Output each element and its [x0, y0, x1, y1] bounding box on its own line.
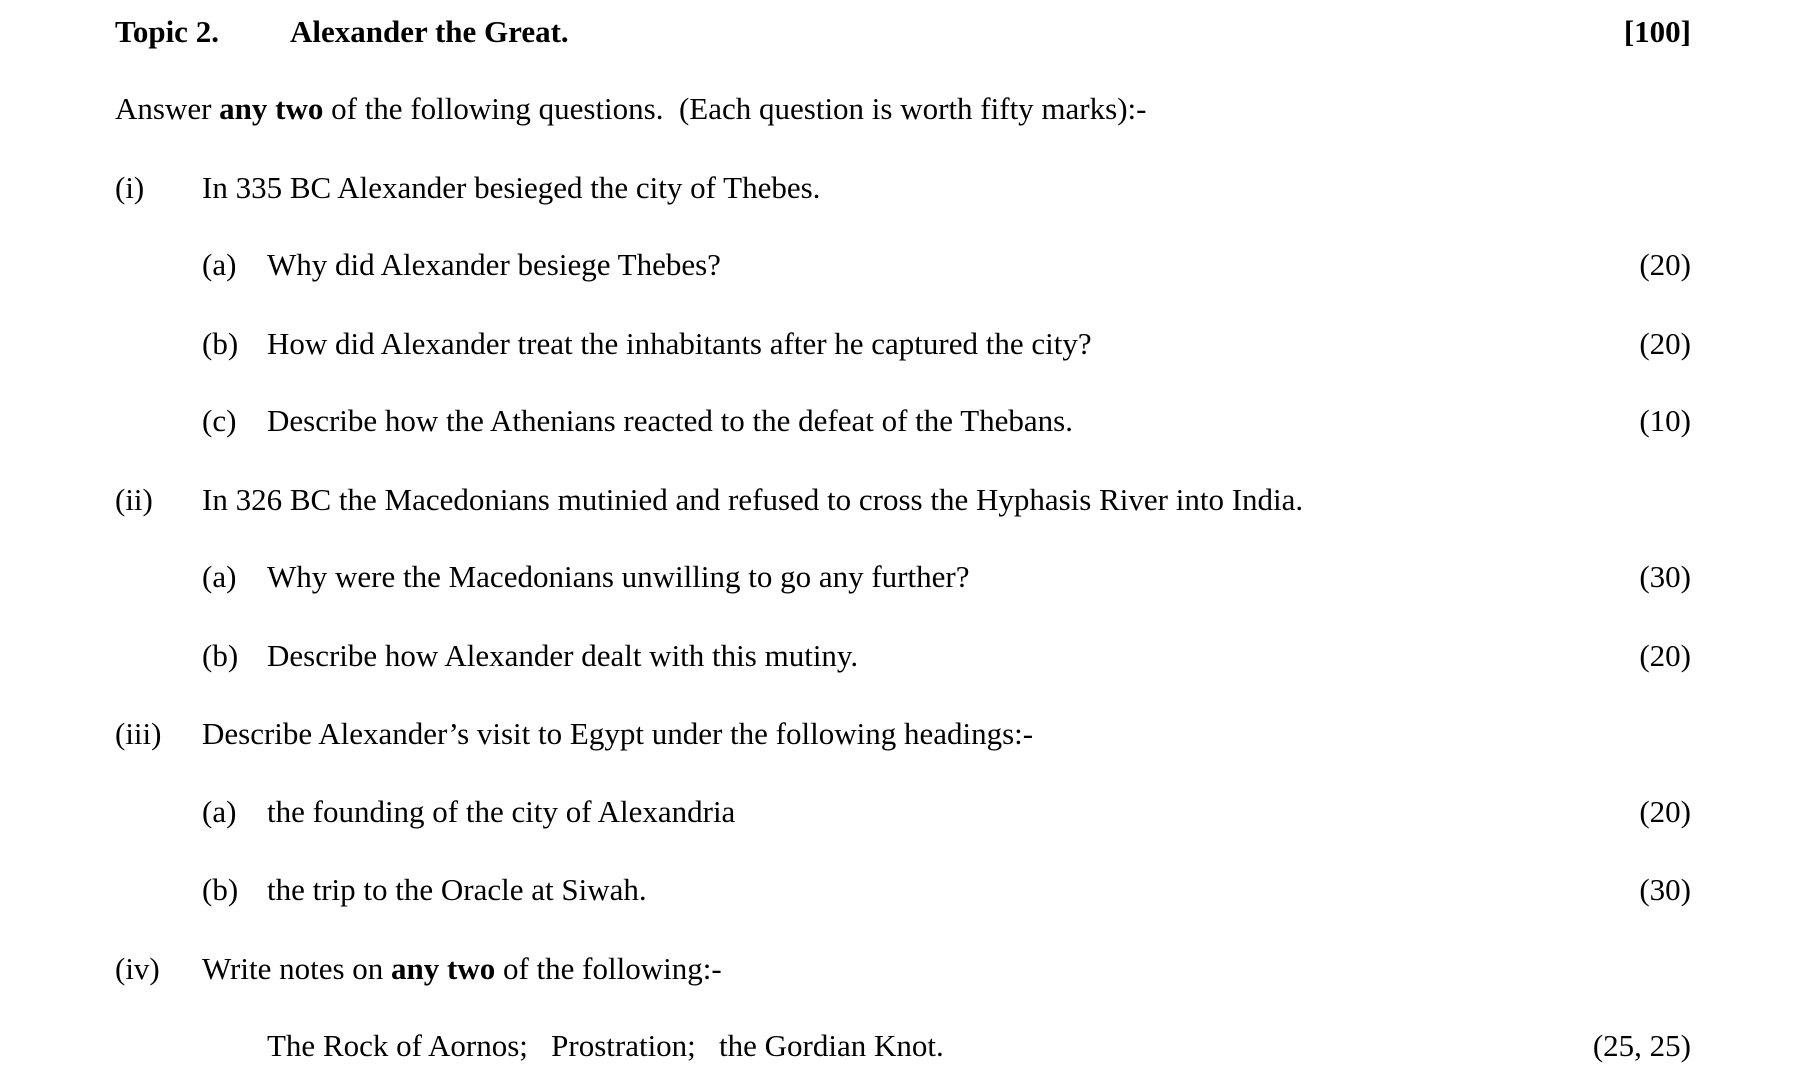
instruction-pre: Answer	[115, 91, 220, 126]
part-text: the trip to the Oracle at Siwah.	[267, 872, 647, 907]
instruction-bold: any two	[219, 91, 324, 126]
question-i	[0, 168, 1818, 208]
part-marks: (25, 25)	[1592, 1028, 1691, 1063]
question-iv	[0, 949, 1818, 989]
part-marks: (30)	[1639, 872, 1691, 907]
part-marks: (10)	[1639, 403, 1691, 438]
question-options	[0, 1026, 1818, 1066]
part-label: (a)	[202, 794, 237, 829]
total-marks: [100]	[1623, 14, 1691, 49]
part-marks: (20)	[1639, 794, 1691, 829]
part-text: Why were the Macedonians unwilling to go any further?	[267, 559, 970, 594]
question-label: (i)	[115, 170, 145, 205]
topic-label: Topic 2.	[115, 14, 219, 49]
question-part	[0, 324, 1818, 364]
question-part	[0, 401, 1818, 441]
question-part	[0, 792, 1818, 832]
topic-header	[0, 12, 1818, 52]
question-text: Describe Alexander’s visit to Egypt under the following headings:-	[202, 716, 1034, 751]
question-text-pre: Write notes on	[202, 951, 392, 986]
part-label: (a)	[202, 247, 237, 282]
question-text: In 335 BC Alexander besieged the city of Thebes.	[202, 170, 821, 205]
part-marks: (20)	[1639, 638, 1691, 673]
part-label: (c)	[202, 403, 237, 438]
instruction-post: of the following questions. (Each question is worth fifty marks):-	[323, 91, 1147, 126]
part-label: (b)	[202, 638, 239, 673]
instruction	[0, 89, 1818, 129]
question-part	[0, 870, 1818, 910]
options-text: The Rock of Aornos; Prostration; the Gordian Knot.	[267, 1028, 944, 1063]
question-ii	[0, 480, 1818, 520]
part-text: Describe how the Athenians reacted to the defeat of the Thebans.	[267, 403, 1073, 438]
question-iii	[0, 714, 1818, 754]
part-label: (b)	[202, 872, 239, 907]
question-part	[0, 636, 1818, 676]
question-part	[0, 557, 1818, 597]
part-label: (b)	[202, 326, 239, 361]
part-marks: (30)	[1639, 559, 1691, 594]
part-text: the founding of the city of Alexandria	[267, 794, 736, 829]
question-text-bold: any two	[391, 951, 496, 986]
part-marks: (20)	[1639, 326, 1691, 361]
part-label: (a)	[202, 559, 237, 594]
topic-title: Alexander the Great.	[290, 14, 569, 49]
part-text: Describe how Alexander dealt with this mutiny.	[267, 638, 859, 673]
part-text: Why did Alexander besiege Thebes?	[267, 247, 721, 282]
question-label: (iii)	[115, 716, 162, 751]
question-label: (ii)	[115, 482, 153, 517]
question-text: In 326 BC the Macedonians mutinied and refused to cross the Hyphasis River into India.	[202, 482, 1304, 517]
question-text-post: of the following:-	[495, 951, 722, 986]
question-label: (iv)	[115, 951, 160, 986]
question-text	[202, 949, 722, 989]
question-part	[0, 245, 1818, 285]
part-text: How did Alexander treat the inhabitants after he captured the city?	[267, 326, 1092, 361]
part-marks: (20)	[1639, 247, 1691, 282]
